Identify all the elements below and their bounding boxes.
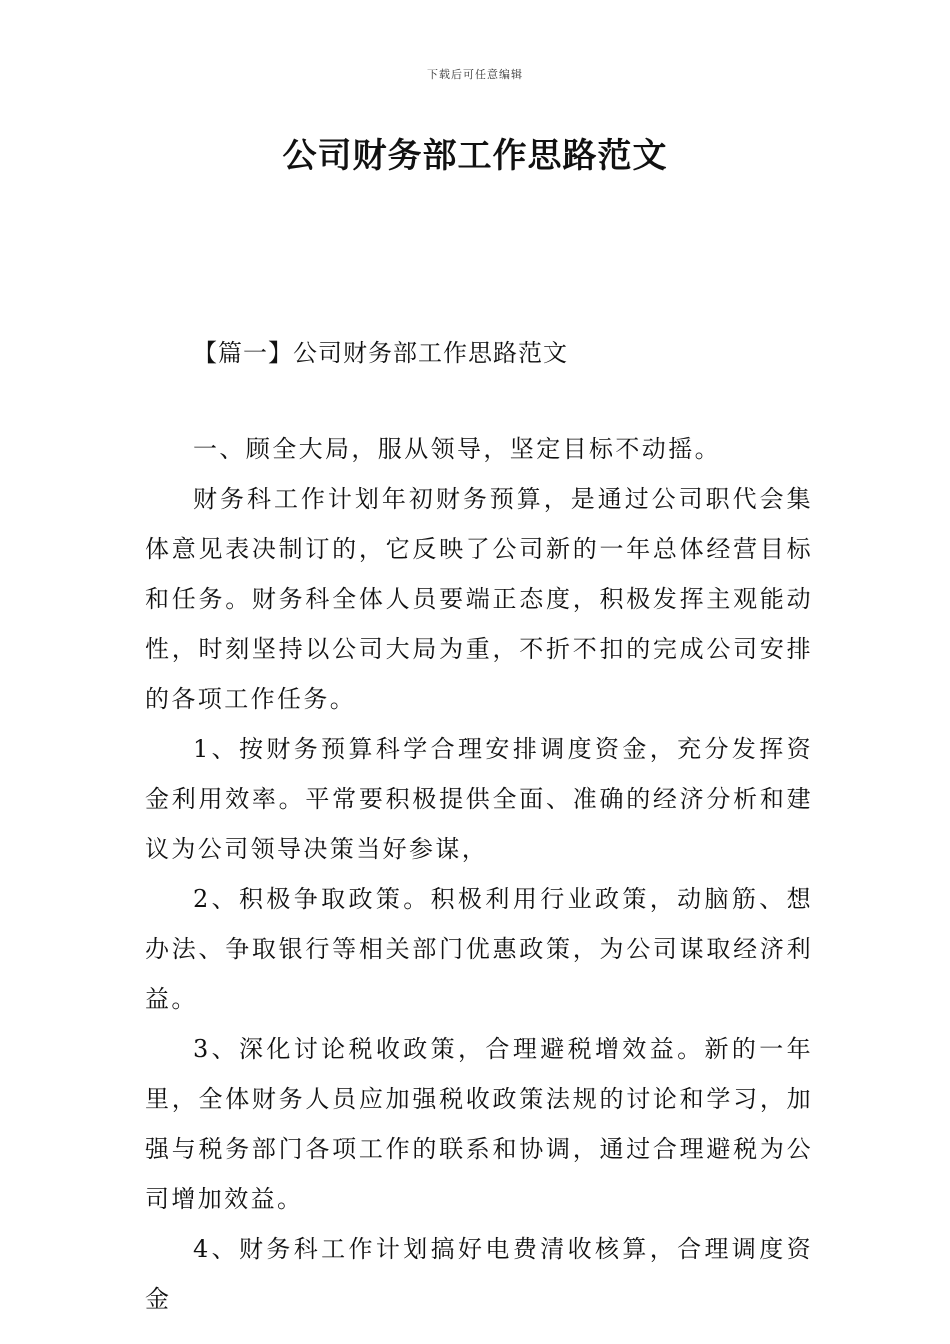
paragraph-2: 财务科工作计划年初财务预算，是通过公司职代会集体意见表决制订的，它反映了公司新的一年总体经营目标和任务。财务科全体人员要端正态度，积极发挥主观能动性，时刻坚持以公司大局为重，不折不扣的完成公司安排的各项工作任务。 [145,485,813,713]
paragraph-5: 3、深化讨论税收政策，合理避税增效益。新的一年里，全体财务人员应加强税收政策法规的讨论和学习，加强与税务部门各项工作的联系和协调，通过合理避税为公司增加效益。 [145,1035,813,1213]
paragraph-6: 4、财务科工作计划搞好电费清收核算，合理调度资金 [145,1235,813,1313]
paragraph-1: 一、顾全大局，服从领导，坚定目标不动摇。 [193,435,721,463]
page-title: 公司财务部工作思路范文 [282,136,668,176]
document-body [145,424,813,1324]
section-heading: 【篇一】公司财务部工作思路范文 [193,339,568,367]
paragraph-3: 1、按财务预算科学合理安排调度资金，充分发挥资金利用效率。平常要积极提供全面、准确的经济分析和建议为公司领导决策当好参谋， [145,735,813,863]
header-note: 下载后可任意编辑 [427,68,523,81]
paragraph-4: 2、积极争取政策。积极利用行业政策，动脑筋、想办法、争取银行等相关部门优惠政策，为公司谋取经济利益。 [145,885,813,1013]
